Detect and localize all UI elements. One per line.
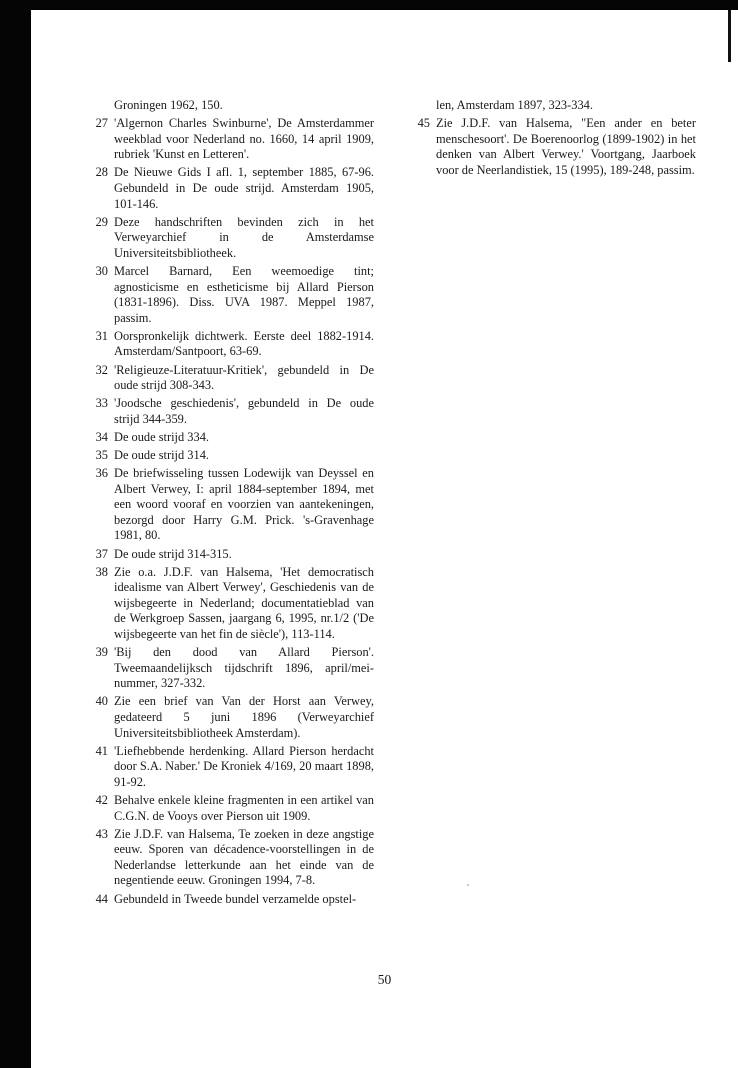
- footnote-continuation: Groningen 1962, 150.: [114, 98, 223, 112]
- footnote-text: Zie o.a. J.D.F. van Halsema, 'Het democratisch idealisme van Albert Verwey', Geschiedenis van de wijsbegeerte in Nederland; documentatieblad van de Werkgroep Sassen, jaargang 6, 1995, nr.1/2 ('De wijsbegeerte van het fin de siècle'), 113-114.: [114, 564, 374, 641]
- footnote-number: 28: [95, 165, 108, 180]
- footnote-39: [84, 645, 374, 692]
- footnote-text: Oorspronkelijk dichtwerk. Eerste deel 1882-1914. Amsterdam/Santpoort, 63-69.: [114, 328, 374, 359]
- footnote-31: [84, 329, 374, 360]
- footnote-35: [84, 448, 374, 464]
- footnote-number: 27: [95, 116, 108, 131]
- footnotes-right-column: [406, 98, 696, 181]
- footnote-text: 'Liefhebbende herdenking. Allard Pierson herdacht door S.A. Naber.' De Kroniek 4/169, 20 maart 1898, 91-92.: [114, 743, 374, 789]
- footnote-42: [84, 793, 374, 824]
- scan-speck: [467, 884, 469, 886]
- footnote-number: 43: [95, 826, 108, 841]
- footnote-text: De oude strijd 314.: [114, 447, 209, 462]
- footnote-number: 39: [95, 645, 108, 660]
- footnote-text: De Nieuwe Gids I afl. 1, september 1885, 67-96. Gebundeld in De oude strijd. Amsterdam 1905, 101-146.: [114, 165, 374, 211]
- footnotes-left-column: [84, 98, 374, 910]
- footnote-number: 32: [95, 362, 108, 377]
- footnote-text: 'Bij den dood van Allard Pierson'. Tweemaandelijksch tijdschrift 1896, april/mei-nummer, 327-332.: [114, 645, 374, 691]
- footnote-text: Zie J.D.F. van Halsema, "Een ander en beter menschesoort'. De Boerenoorlog (1899-1902) in het denken van Albert Verwey.' Voortgang, Jaarboek voor de Neerlandistiek, 15 (1995), 189-248, passim.: [436, 116, 696, 177]
- footnote-34: [84, 430, 374, 446]
- footnote-text: 'Joodsche geschiedenis', gebundeld in De oude strijd 344-359.: [114, 396, 374, 426]
- footnote-number: 42: [95, 792, 108, 807]
- footnote-41: [84, 744, 374, 791]
- footnote-number: 40: [95, 694, 108, 709]
- footnote-text: 'Religieuze-Literatuur-Kritiek', gebundeld in De oude strijd 308-343.: [114, 362, 374, 393]
- page-number: 50: [377, 972, 392, 987]
- footnote-text: Gebundeld in Tweede bundel verzamelde opstel-: [114, 891, 357, 906]
- footnote-37: [84, 547, 374, 563]
- footnote-text: Zie een brief van Van der Horst aan Verwey, gedateerd 5 juni 1896 (Verweyarchief Universiteitsbibliotheek Amsterdam).: [114, 694, 374, 740]
- scan-border-left: [0, 0, 31, 1068]
- footnote-number: 35: [95, 447, 108, 462]
- scan-border-top: [0, 0, 738, 10]
- footnote-text: De oude strijd 334.: [114, 429, 209, 444]
- footnote-38: [84, 565, 374, 643]
- footnote-40: [84, 694, 374, 741]
- footnote-number: 44: [95, 891, 108, 906]
- footnote-33: [84, 396, 374, 427]
- footnote-text: De oude strijd 314-315.: [114, 546, 232, 561]
- footnote-number: 36: [95, 466, 108, 481]
- footnote-text: 'Algernon Charles Swinburne', De Amsterdammer weekblad voor Nederland no. 1660, 14 april 1909, rubriek 'Kunst en Letteren'.: [114, 116, 374, 162]
- footnote-number: 30: [95, 263, 108, 278]
- footnote-number: 38: [95, 564, 108, 579]
- footnote-text: De briefwisseling tussen Lodewijk van Deyssel en Albert Verwey, I: april 1884-september 1894, met een woord vooraf en voorzien van aantekeningen, bezorgd door Harry G.M. Prick. 's-Gravenhage 1981, 80.: [114, 466, 374, 543]
- footnote-number: 37: [95, 546, 108, 561]
- footnote-36: [84, 466, 374, 544]
- footnote-45: [406, 116, 696, 178]
- document-page: [31, 10, 738, 1068]
- footnote-43: [84, 827, 374, 889]
- footnote-continuation: len, Amsterdam 1897, 323-334.: [436, 98, 593, 112]
- footnote-27: [84, 116, 374, 163]
- footnote-29: [84, 215, 374, 262]
- footnote-number: 41: [95, 743, 108, 758]
- footnote-number: 31: [95, 328, 108, 343]
- footnote-number: 29: [95, 214, 108, 229]
- footnote-text: Zie J.D.F. van Halsema, Te zoeken in deze angstige eeuw. Sporen van décadence-voorstellingen in de Nederlandse letterkunde aan het einde van de negentiende eeuw. Groningen 1994, 7-8.: [114, 826, 374, 888]
- footnote-30: [84, 264, 374, 326]
- footnote-number: 34: [95, 429, 108, 444]
- footnote-32: [84, 363, 374, 394]
- scan-border-corner: [728, 10, 731, 62]
- footnote-44: [84, 892, 374, 908]
- footnote-number: 45: [417, 116, 430, 131]
- footnote-28: [84, 165, 374, 212]
- footnote-text: Marcel Barnard, Een weemoedige tint; agnosticisme en estheticisme bij Allard Pierson (1831-1896). Diss. UVA 1987. Meppel 1987, passim.: [114, 263, 374, 325]
- footnote-number: 33: [95, 396, 108, 411]
- footnote-text: Behalve enkele kleine fragmenten in een artikel van C.G.N. de Vooys over Pierson uit 1909.: [114, 792, 374, 823]
- footnote-text: Deze handschriften bevinden zich in het Verweyarchief in de Amsterdamse Universiteitsbibliotheek.: [114, 214, 374, 260]
